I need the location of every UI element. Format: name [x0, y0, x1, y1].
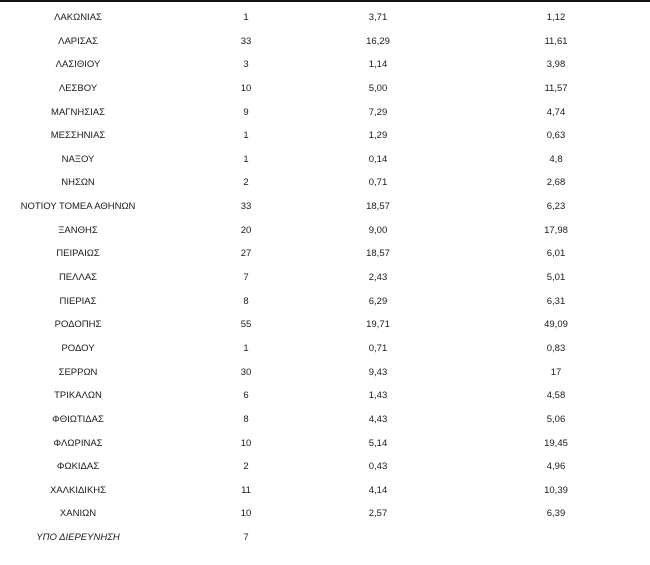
case-count-cell: 1: [243, 12, 249, 23]
percentage-cell: 9,43: [368, 366, 388, 378]
rate-cell: 4,74: [546, 106, 566, 118]
case-count-cell: 1: [243, 130, 249, 142]
rate-cell: 4,58: [546, 390, 566, 402]
percentage-cell: 0,43: [368, 461, 388, 473]
region-name-cell: ΞΑΝΘΗΣ: [58, 224, 98, 236]
table-row: [0, 124, 650, 148]
table-row: [0, 148, 650, 172]
region-name-cell: ΜΑΓΝΗΣΙΑΣ: [51, 106, 105, 118]
case-count-cell: 33: [240, 35, 252, 47]
region-name-cell: ΝΑΞΟΥ: [61, 153, 95, 165]
region-name-cell: ΡΟΔΟΠΗΣ: [54, 319, 102, 331]
case-count-cell: 2: [243, 177, 249, 189]
table-row: [0, 219, 650, 243]
case-count-cell: 10: [240, 437, 252, 449]
region-name-cell: ΠΙΕΡΙΑΣ: [59, 295, 97, 307]
rate-cell: 5,06: [546, 413, 566, 425]
percentage-cell: 1,29: [368, 130, 388, 142]
table-row: [0, 479, 650, 503]
rate-cell: 0,63: [546, 130, 566, 142]
case-count-cell: 55: [240, 319, 252, 331]
rate-cell: 6,01: [546, 248, 566, 260]
case-count-cell: 27: [240, 248, 252, 260]
percentage-cell: 9,00: [368, 224, 388, 236]
region-name-cell: ΝΟΤΙΟΥ ΤΟΜΕΑ ΑΘΗΝΩΝ: [20, 201, 136, 213]
percentage-cell: 18,57: [366, 248, 390, 260]
region-name-cell: ΦΩΚΙΔΑΣ: [56, 461, 100, 473]
table-row: [0, 290, 650, 314]
region-name-cell: ΜΕΣΣΗΝΙΑΣ: [50, 130, 106, 142]
rate-cell: 19,45: [544, 437, 568, 449]
case-count-cell: 30: [240, 366, 252, 378]
case-count-cell: 33: [240, 201, 252, 213]
percentage-cell: 1,14: [368, 59, 388, 71]
case-count-cell: 7: [243, 272, 249, 284]
rate-cell: 6,23: [546, 201, 566, 213]
region-name-cell: ΦΛΩΡΙΝΑΣ: [53, 437, 103, 449]
table-row: [0, 30, 650, 54]
percentage-cell: 4,43: [368, 413, 388, 425]
percentage-cell: 0,71: [368, 177, 388, 189]
rate-cell: 17: [550, 366, 562, 378]
table-row: [0, 384, 650, 408]
region-name-cell: ΠΕΛΛΑΣ: [58, 272, 98, 284]
case-count-cell: 11: [241, 484, 251, 496]
region-name-cell: ΤΡΙΚΑΛΩΝ: [54, 390, 102, 402]
rate-cell: 6,31: [546, 295, 566, 307]
case-count-cell: 20: [240, 224, 252, 236]
case-count-cell: 10: [240, 508, 252, 520]
region-name-cell: ΝΗΣΩΝ: [61, 177, 95, 189]
table-top-rule: [0, 0, 650, 2]
table-row: [0, 502, 650, 526]
region-name-cell: ΛΕΣΒΟΥ: [58, 82, 98, 94]
percentage-cell: 18,57: [366, 201, 390, 213]
region-name-cell: ΡΟΔΟΥ: [61, 342, 95, 354]
table-row: [0, 77, 650, 101]
rate-cell: 11,57: [544, 82, 568, 94]
percentage-cell: 7,29: [368, 106, 388, 118]
table-row: [0, 53, 650, 77]
table-row: [0, 313, 650, 337]
percentage-cell: 1,43: [368, 390, 388, 402]
region-name-cell: ΧΑΛΚΙΔΙΚΗΣ: [49, 484, 107, 496]
rate-cell: 6,39: [546, 508, 566, 520]
percentage-cell: 6,29: [368, 295, 388, 307]
region-name-cell: ΦΘΙΩΤΙΔΑΣ: [52, 413, 104, 425]
rate-cell: 5,01: [546, 272, 566, 284]
rate-cell: 4,8: [549, 153, 563, 165]
table-row: [0, 361, 650, 385]
rate-cell: 3,98: [546, 59, 566, 71]
regional-cases-table: [0, 6, 650, 550]
rate-cell: 1,12: [546, 12, 566, 23]
percentage-cell: 5,14: [368, 437, 388, 449]
region-name-cell: ΛΑΚΩΝΙΑΣ: [54, 12, 102, 23]
table-row: [0, 171, 650, 195]
percentage-cell: 2,57: [368, 508, 388, 520]
case-count-cell: 2: [243, 461, 249, 473]
table-row: [0, 101, 650, 125]
rate-cell: 17,98: [544, 224, 568, 236]
table-row: [0, 337, 650, 361]
region-name-cell: ΥΠΟ ΔΙΕΡΕΥΝΗΣΗ: [36, 532, 120, 544]
percentage-cell: 16,29: [366, 35, 390, 47]
case-count-cell: 8: [243, 413, 249, 425]
case-count-cell: 1: [243, 153, 249, 165]
case-count-cell: 1: [243, 342, 249, 354]
rate-cell: 49,09: [544, 319, 568, 331]
region-name-cell: ΠΕΙΡΑΙΩΣ: [56, 248, 100, 260]
table-row: [0, 266, 650, 290]
case-count-cell: 7: [243, 532, 249, 544]
percentage-cell: 2,43: [368, 272, 388, 284]
percentage-cell: 5,00: [368, 82, 388, 94]
table-row: [0, 242, 650, 266]
rate-cell: 2,68: [546, 177, 566, 189]
table-row: [0, 432, 650, 456]
rate-cell: 11,61: [544, 35, 568, 47]
table-row: [0, 526, 650, 550]
region-name-cell: ΣΕΡΡΩΝ: [58, 366, 98, 378]
percentage-cell: 0,71: [368, 342, 388, 354]
region-name-cell: ΧΑΝΙΩΝ: [59, 508, 97, 520]
region-name-cell: ΛΑΡΙΣΑΣ: [58, 35, 98, 47]
table-row: [0, 455, 650, 479]
percentage-cell: 0,14: [368, 153, 388, 165]
case-count-cell: 6: [243, 390, 249, 402]
percentage-cell: 19,71: [366, 319, 390, 331]
rate-cell: 10,39: [544, 484, 568, 496]
table-row: [0, 6, 650, 30]
case-count-cell: 10: [240, 82, 252, 94]
region-name-cell: ΛΑΣΙΘΙΟΥ: [55, 59, 101, 71]
rate-cell: 0,83: [546, 342, 566, 354]
case-count-cell: 8: [243, 295, 249, 307]
case-count-cell: 9: [243, 106, 249, 118]
table-row: [0, 195, 650, 219]
percentage-cell: 4,14: [368, 484, 388, 496]
case-count-cell: 3: [243, 59, 249, 71]
percentage-cell: 3,71: [368, 12, 388, 23]
table-row: [0, 408, 650, 432]
rate-cell: 4,96: [546, 461, 566, 473]
